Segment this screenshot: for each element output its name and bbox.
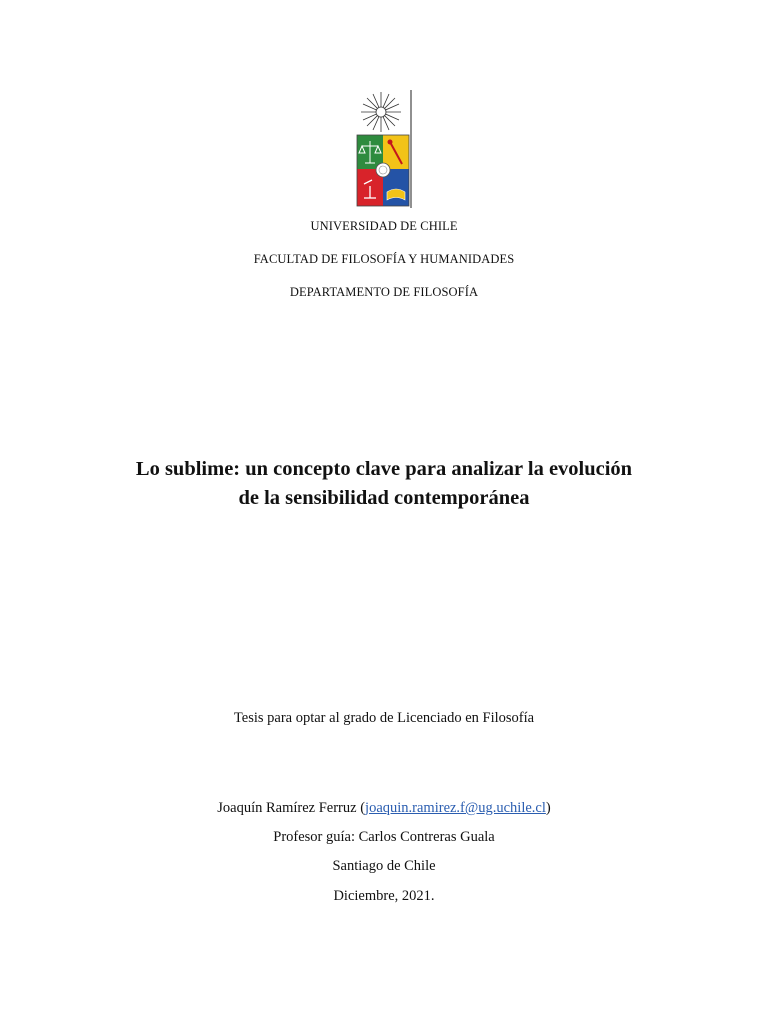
email-close-paren: ) [545,800,551,816]
university-crest-icon [350,88,416,210]
author-name: Joaquín Ramírez Ferruz [217,800,357,816]
author-email-link[interactable]: joaquin.ramirez.f@ug.uchile.cl [365,800,546,816]
author-line [0,800,768,817]
department-name: DEPARTAMENTO DE FILOSOFÍA [289,285,479,299]
faculty-name: FACULTAD DE FILOSOFÍA Y HUMANIDADES [253,252,515,266]
university-name: UNIVERSIDAD DE CHILE [310,219,458,233]
email-open-paren: ( [360,800,366,816]
advisor-line: Profesor guía: Carlos Contreras Guala [273,829,495,845]
degree-statement: Tesis para optar al grado de Licenciado en Filosofía [233,710,535,726]
thesis-title-line-1: Lo sublime: un concepto clave para analizar la evolución [135,458,633,480]
thesis-title-line-2: de la sensibilidad contemporánea [238,487,530,509]
date-line: Diciembre, 2021. [333,888,435,904]
location-line: Santiago de Chile [332,858,436,874]
